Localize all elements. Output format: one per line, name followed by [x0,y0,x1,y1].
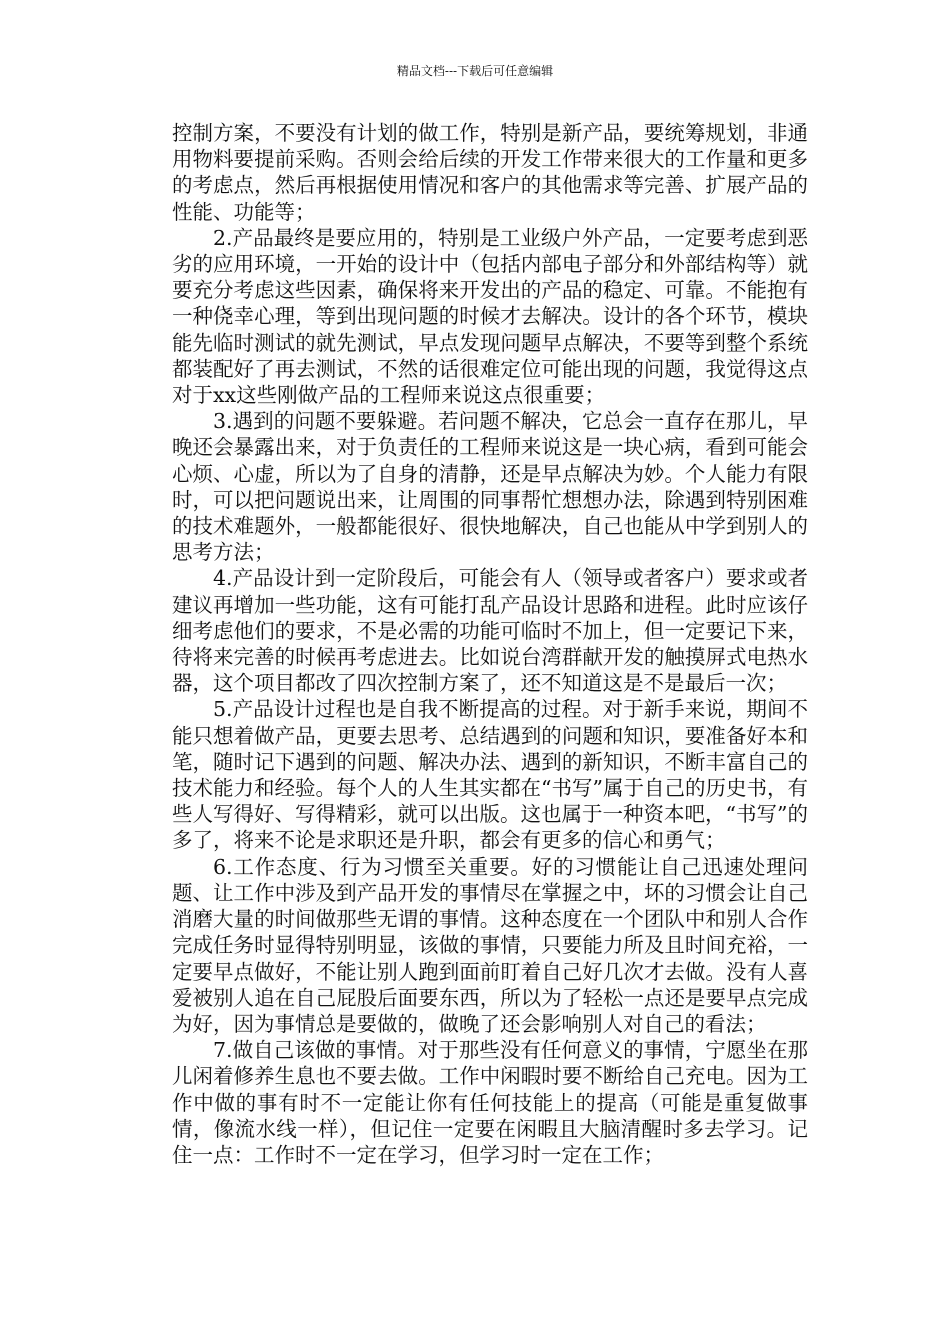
paragraph-item-3: 3.遇到的问题不要躲避。若问题不解决，它总会一直存在那儿，早晚还会暴露出来，对于负责任的工程师来说这是一块心病，看到可能会心烦、心虚，所以为了自身的清静，还是早点解决为妙。个人能力有限时，可以把问题说出来，让周围的同事帮忙想想办法，除遇到特别困难的技术难题外，一般都能很好、很快地解决，自己也能从中学到别人的思考方法； [172,409,808,565]
paragraph-item-7: 7.做自己该做的事情。对于那些没有任何意义的事情，宁愿坐在那儿闲着修养生息也不要去做。工作中闲暇时要不断给自己充电。因为工作中做的事有时不一定能让你有任何技能上的提高（可能是重复做事情，像流水线一样），但记住一定要在闲暇且大脑清醒时多去学习。记住一点：工作时不一定在学习，但学习时一定在工作； [172,1038,808,1167]
paragraph-item-4: 4.产品设计到一定阶段后，可能会有人（领导或者客户）要求或者建议再增加一些功能，这有可能打乱产品设计思路和进程。此时应该仔细考虑他们的要求，不是必需的功能可临时不加上，但一定要记下来，待将来完善的时候再考虑进去。比如说台湾群献开发的触摸屏式电热水器，这个项目都改了四次控制方案了，还不知道这是不是最后一次； [172,566,808,696]
page-header: 精品文档---下载后可任意编辑 [396,64,554,78]
document-body [172,120,808,1168]
paragraph-item-6: 6.工作态度、行为习惯至关重要。好的习惯能让自己迅速处理问题、让工作中涉及到产品开发的事情尽在掌握之中，坏的习惯会让自己消磨大量的时间做那些无谓的事情。这种态度在一个团队中和别人合作完成任务时显得特别明显，该做的事情，只要能力所及且时间充裕，一定要早点做好，不能让别人跑到面前盯着自己好几次才去做。没有人喜爱被别人追在自己屁股后面要东西，所以为了轻松一点还是要早点完成为好，因为事情总是要做的，做晚了还会影响别人对自己的看法； [172,854,808,1036]
paragraph-intro: 控制方案，不要没有计划的做工作，特别是新产品，要统筹规划，非通用物料要提前采购。否则会给后续的开发工作带来很大的工作量和更多的考虑点，然后再根据使用情况和客户的其他需求等完善、扩展产品的性能、功能等； [172,121,808,224]
paragraph-item-5: 5.产品设计过程也是自我不断提高的过程。对于新手来说，期间不能只想着做产品，更要去思考、总结遇到的问题和知识，要准备好本和笔，随时记下遇到的问题、解决办法、遇到的新知识，不断丰富自己的技术能力和经验。每个人的人生其实都在“书写”属于自己的历史书，有些人写得好、写得精彩，就可以出版。这也属于一种资本吧，“书写”的多了，将来不论是求职还是升职，都会有更多的信心和勇气； [172,697,808,853]
paragraph-item-2: 2.产品最终是要应用的，特别是工业级户外产品，一定要考虑到恶劣的应用环境，一开始的设计中（包括内部电子部分和外部结构等）就要充分考虑这些因素，确保将来开发出的产品的稳定、可靠。不能抱有一种侥幸心理，等到出现问题的时候才去解决。设计的各个环节，模块能先临时测试的就先测试，早点发现问题早点解决，不要等到整个系统都装配好了再去测试，不然的话很难定位可能出现的问题，我觉得这点对于xx这些刚做产品的工程师来说这点很重要； [172,225,808,408]
